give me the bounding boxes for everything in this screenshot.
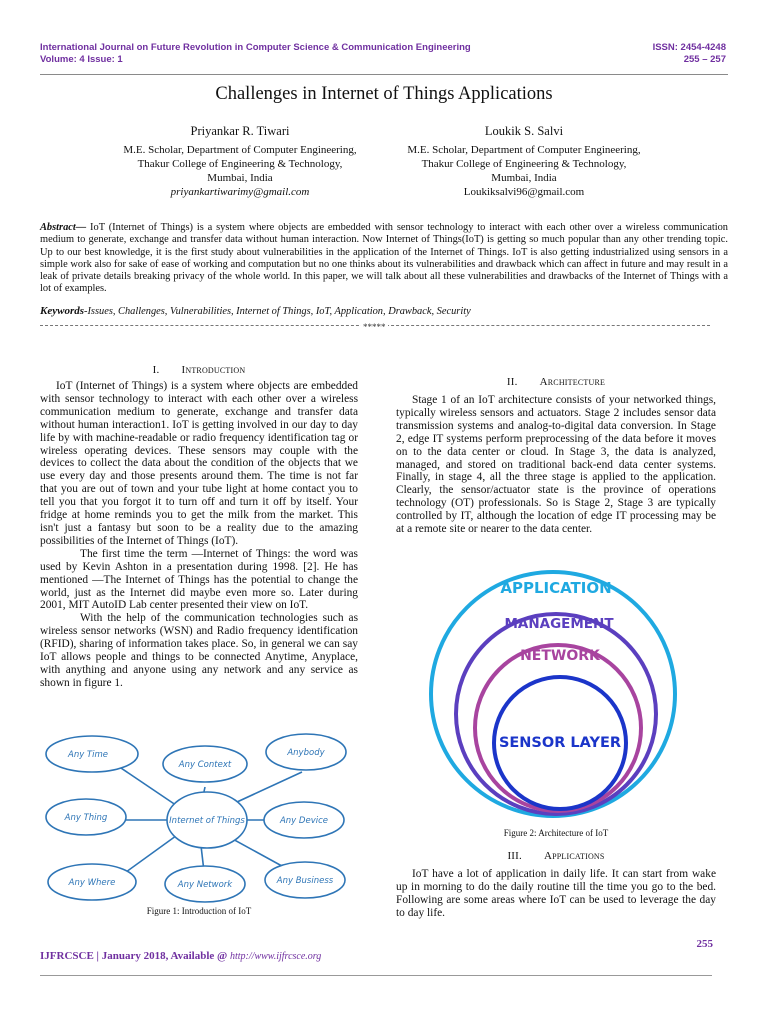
author-block-1 xyxy=(90,124,390,199)
paper-title: Challenges in Internet of Things Applications xyxy=(215,84,553,104)
journal-header xyxy=(40,42,471,66)
journal-name: International Journal on Future Revolution in Computer Science & Communication Engineering xyxy=(40,42,471,53)
section-heading-introduction xyxy=(40,364,358,376)
layer-label-management: MANAGEMENT xyxy=(504,616,614,632)
paragraph: IoT have a lot of application in daily life. It can start from wake up in morning to do the daily routine till the time you go to the bed. Following are some areas where IoT can be used to leverage the day to day life. xyxy=(396,868,716,919)
paragraph: IoT (Internet of Things) is a system where objects are embedded with sensor technology to interact with each other over a wireless communication medium to generate, exchange and transfer data without human interaction1. IoT is getting involved in our day to day life by with machine-readable or radio frequency identification tag or wireless operating devices. These sensors may couple with the devices to collect the data about the condition of the objects that we use every day and those presents around them. The time is not far that you are out of town and your tube light at home contact you to tell you that you forgot it to turn off and turn it off by itself. Your fridge at home reminds you to get the milk from the market. This isn't just a fantasy but soon to be a reality due to the amazing possibilities of the Internet of Things (IoT). xyxy=(40,380,358,547)
layer-label-sensor: SENSOR LAYER xyxy=(498,735,622,751)
footer xyxy=(40,950,321,962)
author-name: Loukik S. Salvi xyxy=(484,124,564,138)
section-heading-applications xyxy=(396,850,716,862)
section-title: Introduction xyxy=(181,364,246,376)
layer-label-application: APPLICATION xyxy=(500,579,612,597)
node-label-any-business: Any Business xyxy=(276,876,334,886)
journal-volume: Volume: 4 Issue: 1 xyxy=(40,54,123,65)
applications-text xyxy=(396,868,716,920)
section-number: I. xyxy=(152,364,160,376)
node-label-any-network: Any Network xyxy=(177,880,233,890)
author-affiliation: Thakur College of Engineering & Technology, xyxy=(137,158,343,170)
author-email: Loukiksalvi96@gmail.com xyxy=(463,186,585,198)
author-block-2 xyxy=(374,124,674,199)
section-heading-architecture xyxy=(396,376,716,388)
author-city: Mumbai, India xyxy=(207,172,273,184)
paragraph: Stage 1 of an IoT architecture consists of your networked things, typically wireless sensors and actuators. Stage 2 includes sensor data transmission systems and analog-to-digital data conversion. In Stage 2, edge IT systems perform preprocessing of the data before it moves on to the data center or cloud. In Stage 3, the data is analyzed, managed, and stored on traditional back-end data center systems. Finally, in stage 4, all the three stage is applied to the application. Clearly, the sensor/actuator state is the province of operations technology (OT) professionals. So is Stage 2, Stage 3 are typically controlled by IT, although the location of edge IT processing may be at a remote site or nearer to the data center. xyxy=(396,394,716,536)
abstract-label: Abstract— xyxy=(40,222,87,233)
footer-rule xyxy=(40,975,712,976)
node-label-any-time: Any Time xyxy=(68,750,108,760)
section-number: III. xyxy=(507,850,522,862)
node-label-any-device: Any Device xyxy=(279,816,329,826)
author-affiliation: M.E. Scholar, Department of Computer Engineering, xyxy=(407,144,641,156)
divider-stars: ***** xyxy=(363,322,386,332)
keywords xyxy=(40,305,728,317)
journal-pages: 255 – 257 xyxy=(683,54,726,65)
author-affiliation: M.E. Scholar, Department of Computer Engineering, xyxy=(123,144,357,156)
author-email: priyankartiwarimy@gmail.com xyxy=(170,186,310,198)
node-label-any-thing: Any Thing xyxy=(64,813,108,823)
node-label-internet-of-things: Internet of Things xyxy=(169,816,245,826)
author-affiliation: Thakur College of Engineering & Technology, xyxy=(421,158,627,170)
journal-issn: ISSN: 2454-4248 xyxy=(652,42,726,53)
layer-label-network: NETWORK xyxy=(520,648,600,664)
node-label-any-context: Any Context xyxy=(178,760,232,770)
abstract-text: IoT (Internet of Things) is a system where objects are embedded with sensor technology to interact with each other over a wireless communication medium to generate, exchange and transfer data without human interaction. Now Internet of Things(IoT) is getting so much popular than any other trending topic. Up to our best knowledge, it is the first study about vulnerabilities in the application of the Internet of Things. IoT is also getting industrialized using sensors in a simple work also for sake of ease of working and computation but no one thinks about its vulnerabilities and drawback which can affect in future and may result in a leak of private details breaking privacy of the whole world. In this paper, we will talk about all these vulnerabilities and drawbacks of the Internet of Things with a lot of examples. xyxy=(40,222,728,295)
figure-1-caption: Figure 1: Introduction of IoT xyxy=(146,906,252,916)
node-label-anybody: Anybody xyxy=(287,748,325,758)
left-column-text xyxy=(40,380,358,690)
node-label-any-where: Any Where xyxy=(68,878,116,888)
figure-2-diagram xyxy=(420,560,690,822)
network-layer-circle xyxy=(475,645,641,811)
footer-journal: IJFRCSCE | January 2018, Available @ xyxy=(40,950,230,962)
section-title: Architecture xyxy=(539,376,606,388)
page-number: 255 xyxy=(696,938,713,950)
header-rule xyxy=(40,74,728,75)
figure-2-caption: Figure 2: Architecture of IoT xyxy=(503,828,609,838)
keywords-label: Keywords xyxy=(40,305,84,317)
application-layer-circle xyxy=(431,572,675,816)
right-column-text xyxy=(396,394,716,536)
paragraph: The first time the term ―Internet of Things: the word was used by Kevin Ashton in a presentation during 1998. [2]. He has mentioned ―The Internet of Things has the potential to change the world, just as the Internet did maybe even more so. Later during 2001, MIT AutoID Lab center presented their view on IoT. xyxy=(40,547,358,612)
keywords-text: -Issues, Challenges, Vulnerabilities, Internet of Things, IoT, Application, Drawback, Security xyxy=(84,306,471,317)
abstract xyxy=(40,222,728,296)
footer-url-link[interactable]: http://www.ijfrcsce.org xyxy=(230,951,322,962)
figure-1-diagram xyxy=(40,732,350,904)
paragraph: With the help of the communication technologies such as wireless sensor networks (WSN) and Radio frequency identification (RFID), sharing of information takes place. So, in general we can say IoT allows people and things to be connected Anytime, Anyplace, with anything and anyone using any network and any service as shown in figure 1. xyxy=(40,612,358,689)
author-name: Priyankar R. Tiwari xyxy=(190,124,290,138)
journal-header-right xyxy=(653,42,726,66)
section-number: II. xyxy=(506,376,518,388)
author-city: Mumbai, India xyxy=(491,172,557,184)
section-title: Applications xyxy=(543,850,605,862)
